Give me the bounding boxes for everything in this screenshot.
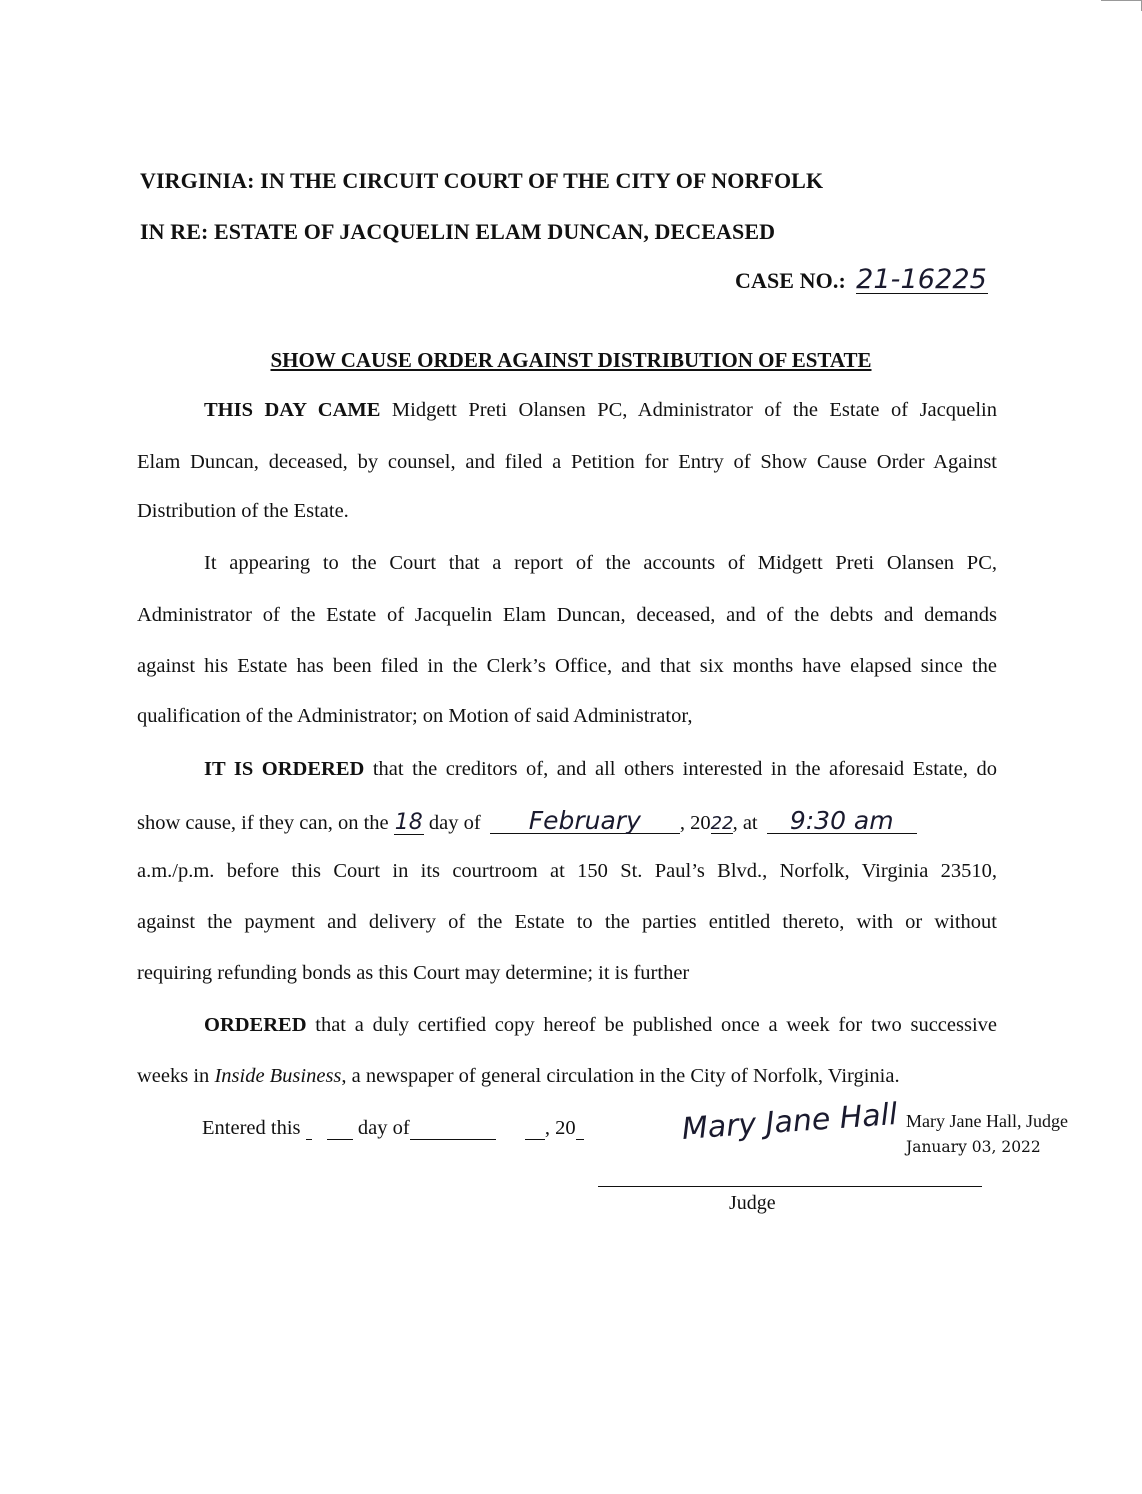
para3-line2: show cause, if they can, on the 18 day of February , 2022, at 9:30 am xyxy=(137,808,917,835)
signature-line xyxy=(598,1186,982,1187)
judge-label: Judge xyxy=(729,1192,776,1214)
para4-line1: ORDERED that a duly certified copy hereof be published once a week for two successive xyxy=(204,1014,997,1036)
para2-line4: qualification of the Administrator; on Motion of said Administrator, xyxy=(137,705,693,727)
year-field: 22 xyxy=(710,813,734,834)
publication-name: Inside Business xyxy=(214,1065,342,1087)
para2-line2: Administrator of the Estate of Jacquelin Elam Duncan, deceased, and of the debts and demands xyxy=(137,604,997,626)
para3-line3: a.m./p.m. before this Court in its courtroom at 150 St. Paul’s Blvd., Norfolk, Virginia 23510, xyxy=(137,860,997,882)
signature-stamp xyxy=(906,1108,1068,1160)
page-corner-mark xyxy=(1101,0,1142,11)
entered-blank-1 xyxy=(306,1118,312,1140)
para4-line2: weeks in Inside Business, a newspaper of general circulation in the City of Norfolk, Virginia. xyxy=(137,1065,900,1087)
document-title: SHOW CAUSE ORDER AGAINST DISTRIBUTION OF ESTATE xyxy=(270,348,872,372)
para1-line2: Elam Duncan, deceased, by counsel, and filed a Petition for Entry of Show Cause Order Against xyxy=(137,451,997,473)
day-field: 18 xyxy=(394,810,423,835)
entered-line: Entered this day of , 20 xyxy=(202,1117,584,1140)
para4-lead: ORDERED xyxy=(204,1014,307,1036)
para3-line5: requiring refunding bonds as this Court may determine; it is further xyxy=(137,962,690,984)
in-re-heading: IN RE: ESTATE OF JACQUELIN ELAM DUNCAN, DECEASED xyxy=(140,219,776,244)
para3-line1: IT IS ORDERED that the creditors of, and all others interested in the aforesaid Estate, do xyxy=(204,758,997,780)
entered-blank-3 xyxy=(410,1118,496,1140)
para1-lead: THIS DAY CAME xyxy=(204,399,381,421)
para1-line1: THIS DAY CAME Midgett Preti Olansen PC, Administrator of the Estate of Jacquelin xyxy=(204,399,997,421)
case-number-value: 21-16225 xyxy=(856,264,987,295)
case-label: CASE NO.: xyxy=(735,268,846,293)
entered-blank-2 xyxy=(327,1118,353,1140)
stamp-name: Mary Jane Hall, Judge xyxy=(906,1111,1068,1131)
month-field: February xyxy=(490,808,680,834)
para3-lead: IT IS ORDERED xyxy=(204,758,365,780)
para1-line3: Distribution of the Estate. xyxy=(137,500,349,522)
entered-blank-4 xyxy=(525,1118,545,1140)
court-heading: VIRGINIA: IN THE CIRCUIT COURT OF THE CITY OF NORFOLK xyxy=(140,168,824,193)
entered-blank-5 xyxy=(576,1118,584,1140)
para2-line1: It appearing to the Court that a report of the accounts of Midgett Preti Olansen PC, xyxy=(204,552,997,574)
para3-line4: against the payment and delivery of the Estate to the parties entitled thereto, with or without xyxy=(137,911,997,933)
case-number-line xyxy=(735,266,988,294)
para2-line3: against his Estate has been filed in the Clerk’s Office, and that six months have elapsed since the xyxy=(137,655,997,677)
stamp-date: January 03, 2022 xyxy=(906,1138,1041,1156)
time-field: 9:30 am xyxy=(767,808,917,834)
judge-signature: Mary Jane Hall xyxy=(680,1096,899,1147)
